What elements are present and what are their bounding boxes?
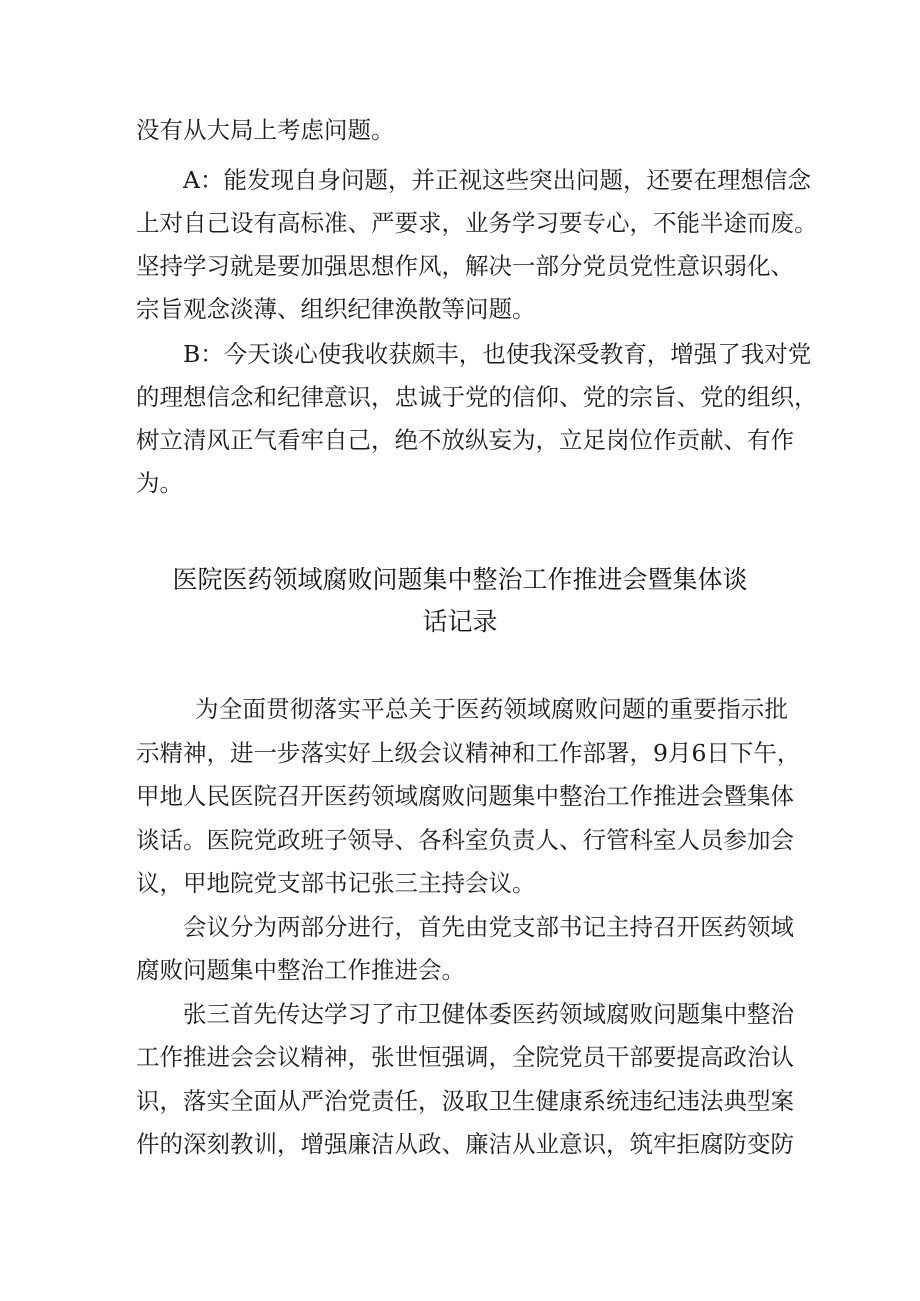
para3-line: 工作推进会会议精神，张世恒强调，全院党员干部要提高政治认	[136, 1043, 794, 1071]
para1-line: 甲地人民医院召开医药领域腐败问题集中整治工作推进会暨集体	[136, 782, 794, 810]
para3-line: 件的深刻教训，增强廉洁从政、廉洁从业意识，筑牢拒腐防变防	[136, 1130, 794, 1158]
para-b-line: 为。	[136, 469, 183, 497]
para-a-line: 坚持学习就是要加强思想作风，解决一部分党员党性意识弱化、	[136, 252, 794, 280]
para1-line: 议，甲地院党支部书记张三主持会议。	[136, 869, 536, 897]
document-title-line: 医院医药领域腐败问题集中整治工作推进会暨集体谈	[172, 565, 748, 594]
para2-line: 会议分为两部分进行，首先由党支部书记主持召开医药领域	[183, 913, 794, 941]
para-a-line: 宗旨观念淡薄、组织纪律涣散等问题。	[136, 295, 536, 323]
para3-line: 识，落实全面从严治党责任，汲取卫生健康系统违纪违法典型案	[136, 1087, 794, 1115]
para-b-line: 树立清风正气看牢自己，绝不放纵妄为，立足岗位作贡献、有作	[136, 426, 794, 454]
intro-line: 没有从大局上考虑问题。	[136, 116, 395, 144]
para-a-line: A：能发现自身问题，并正视这些突出问题，还要在理想信念	[183, 166, 811, 194]
para1-line: 为全面贯彻落实平总关于医药领域腐败问题的重要指示批	[195, 695, 788, 723]
para-a-line: 上对自己设有高标准、严要求，业务学习要专心，不能半途而废。	[136, 209, 818, 237]
para1-line: 示精神，进一步落实好上级会议精神和工作部署，9月6日下午，	[136, 739, 801, 767]
para2-line: 腐败问题集中整治工作推进会。	[136, 956, 465, 984]
para1-line: 谈话。医院党政班子领导、各科室负责人、行管科室人员参加会	[136, 826, 794, 854]
document-title-line: 话记录	[422, 607, 498, 636]
para-b-line: 的理想信念和纪律意识，忠诚于党的信仰、党的宗旨、党的组织，	[136, 383, 818, 411]
para3-line: 张三首先传达学习了市卫健体委医药领域腐败问题集中整治	[183, 1000, 794, 1028]
para-b-line: B：今天谈心使我收获颇丰，也使我深受教育，增强了我对党	[183, 340, 812, 368]
